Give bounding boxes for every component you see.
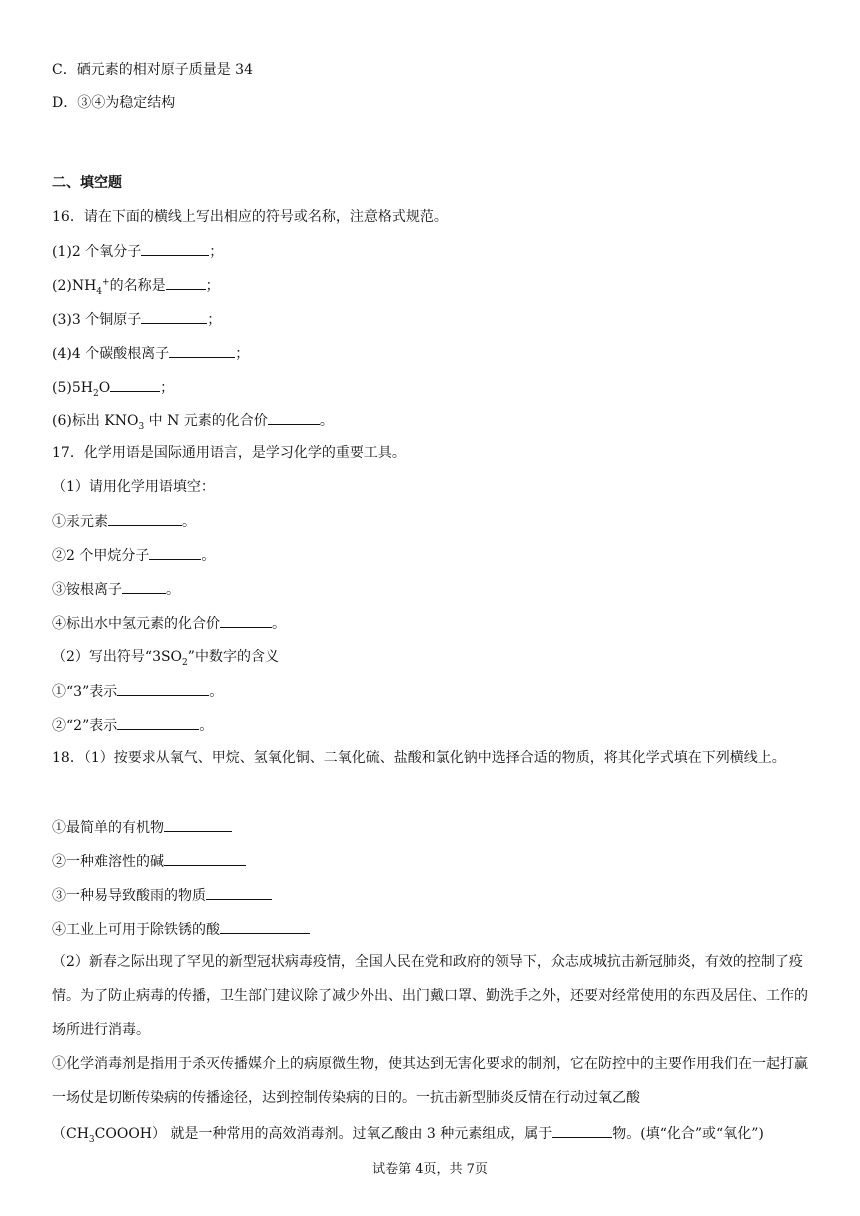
answer-blank[interactable] (110, 377, 160, 392)
q17-stem: 17．化学用语是国际通用语言，是学习化学的重要工具。 (52, 445, 406, 461)
answer-blank[interactable] (164, 817, 232, 832)
answer-blank[interactable] (169, 343, 235, 358)
answer-blank[interactable] (206, 885, 272, 900)
q18-part-2: （2）新春之际出现了罕见的新型冠状病毒疫情，全国人民在党和政府的领导下，众志成城抗击新冠肺炎，有效的控制了疫情。为了防止病毒的传播，卫生部门建议除了减少外出、出门戴口罩、勤洗手之外，还要对经常使用的东西及居住、工作的场所进行消毒。 (52, 954, 808, 1038)
q16-item-1: (1)2 个氧分子 ； (52, 241, 223, 262)
answer-blank[interactable] (122, 579, 166, 594)
answer-blank[interactable] (164, 851, 246, 866)
q16-stem: 16．请在下面的横线上写出相应的符号或名称，注意格式规范。 (52, 209, 448, 225)
option-d: D．③④为稳定结构 (52, 95, 176, 111)
q18-item-b: ②一种难溶性的碱 (52, 851, 246, 872)
answer-blank[interactable] (220, 919, 310, 934)
q16-item-2: $(2)NH_4^+$的名称是 ； (52, 275, 220, 296)
q17-item-a: ①汞元素 。 (52, 511, 196, 532)
q18-item-a: ①最简单的有机物 (52, 817, 232, 838)
q17-item-f: ②“2”表示 。 (52, 715, 213, 736)
q17-part-1: （1）请用化学用语填空： (52, 479, 215, 495)
q17-item-e: ①“3”表示 。 (52, 681, 223, 702)
q18-item-d: ④工业上可用于除铁锈的酸 (52, 919, 310, 940)
q16-item-3: (3)3 个铜原子 ； (52, 309, 221, 330)
q16-item-5: $(5)5H_2O$ ； (52, 377, 174, 398)
answer-blank[interactable] (117, 715, 199, 730)
q17-part-2: （2）写出符号“$3SO_2$”中数字的含义 (52, 649, 279, 668)
answer-blank[interactable] (552, 1123, 612, 1138)
answer-blank[interactable] (108, 511, 182, 526)
q17-item-b: ②2 个甲烷分子 。 (52, 545, 215, 566)
page-footer: 试卷第 4页，共 7页 (372, 1162, 488, 1177)
answer-blank[interactable] (141, 309, 207, 324)
answer-blank[interactable] (117, 681, 209, 696)
q17-item-d: ④标出水中氢元素的化合价 。 (52, 613, 286, 634)
option-c: C．硒元素的相对原子质量是 34 (52, 62, 253, 78)
answer-blank[interactable] (141, 241, 209, 256)
section-title: 二、填空题 (52, 175, 122, 191)
q18-item-c: ③一种易导致酸雨的物质 (52, 885, 272, 906)
q16-item-4: (4)4 个碳酸根离子 ； (52, 343, 249, 364)
answer-blank[interactable] (166, 275, 206, 290)
answer-blank[interactable] (149, 545, 201, 560)
answer-blank[interactable] (220, 613, 272, 628)
q18-part-1: 18．（1）按要求从氧气、甲烷、氢氧化铜、二氧化硫、盐酸和氯化钠中选择合适的物质，将其化学式填在下列横线上。 (52, 750, 786, 766)
q17-item-c: ③铵根离子 。 (52, 579, 180, 600)
q16-item-6: (6)标出 $KNO_3$ 中 N 元素的化合价 。 (52, 410, 334, 431)
q18-part-3: ①化学消毒剂是指用于杀灭传播媒介上的病原微生物，使其达到无害化要求的制剂，它在防控中的主要作用我们在一起打赢一场仗是切断传染病的传播途径，达到控制传染病的日的。一抗击新型肺炎反情在行动过氧乙酸 (52, 1056, 808, 1106)
q18-part-4: $(CH_3COOOH)$ 就是一种常用的高效消毒剂。过氧乙酸由 3 种元素组成，属于 物。(填“化合”或“氧化”) (52, 1123, 764, 1144)
answer-blank[interactable] (268, 410, 320, 425)
